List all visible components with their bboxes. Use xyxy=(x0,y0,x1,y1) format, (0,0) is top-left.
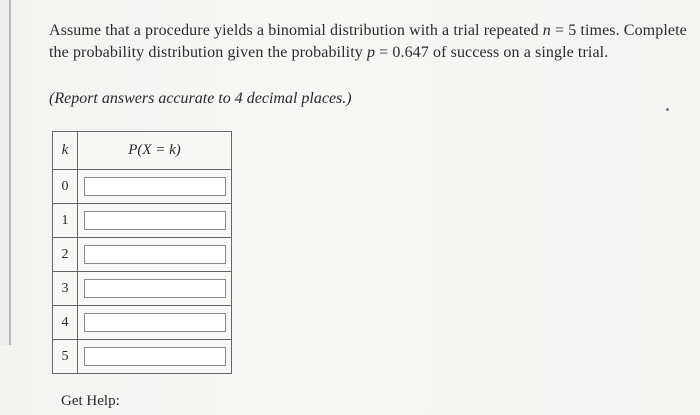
question-line1-pre: Assume that a procedure yields a binomial distribution with a trial repeated xyxy=(49,22,543,39)
table-row xyxy=(53,238,232,272)
question-line2-post: of success on a single trial. xyxy=(428,44,609,61)
table-header-row xyxy=(53,132,232,170)
k-value: 1 xyxy=(53,204,78,238)
k-value: 2 xyxy=(53,238,78,272)
instructions-text: (Report answers accurate to 4 decimal places.) xyxy=(49,90,352,107)
probability-input-k5[interactable] xyxy=(84,347,226,366)
probability-input-k4[interactable] xyxy=(84,313,226,332)
left-panel-edge xyxy=(0,0,11,345)
n-variable: n xyxy=(542,22,551,39)
question-line1-post: times. Complete the probability distribution given the probability xyxy=(49,22,687,61)
probability-input-k0[interactable] xyxy=(84,177,226,196)
table-row xyxy=(53,306,232,340)
probability-input-k2[interactable] xyxy=(84,245,226,264)
k-value: 3 xyxy=(53,272,78,306)
p-value: = 0.647 xyxy=(375,44,429,61)
k-value: 0 xyxy=(53,170,78,204)
probability-input-k3[interactable] xyxy=(84,279,226,298)
table-row xyxy=(53,204,232,238)
dot-mark xyxy=(666,108,669,111)
k-value: 4 xyxy=(53,306,78,340)
header-k: k xyxy=(53,132,78,170)
k-value: 5 xyxy=(53,340,78,374)
probability-table xyxy=(52,131,232,374)
header-probability: P(X = k) xyxy=(78,132,232,170)
probability-input-k1[interactable] xyxy=(84,211,226,230)
table-row xyxy=(53,170,232,204)
n-value: = 5 xyxy=(550,22,577,39)
question-card xyxy=(11,0,700,415)
p-variable: p xyxy=(366,44,376,61)
get-help-label: Get Help: xyxy=(61,393,120,409)
table-row xyxy=(53,272,232,306)
question-text xyxy=(49,20,689,64)
table-row xyxy=(53,340,232,374)
